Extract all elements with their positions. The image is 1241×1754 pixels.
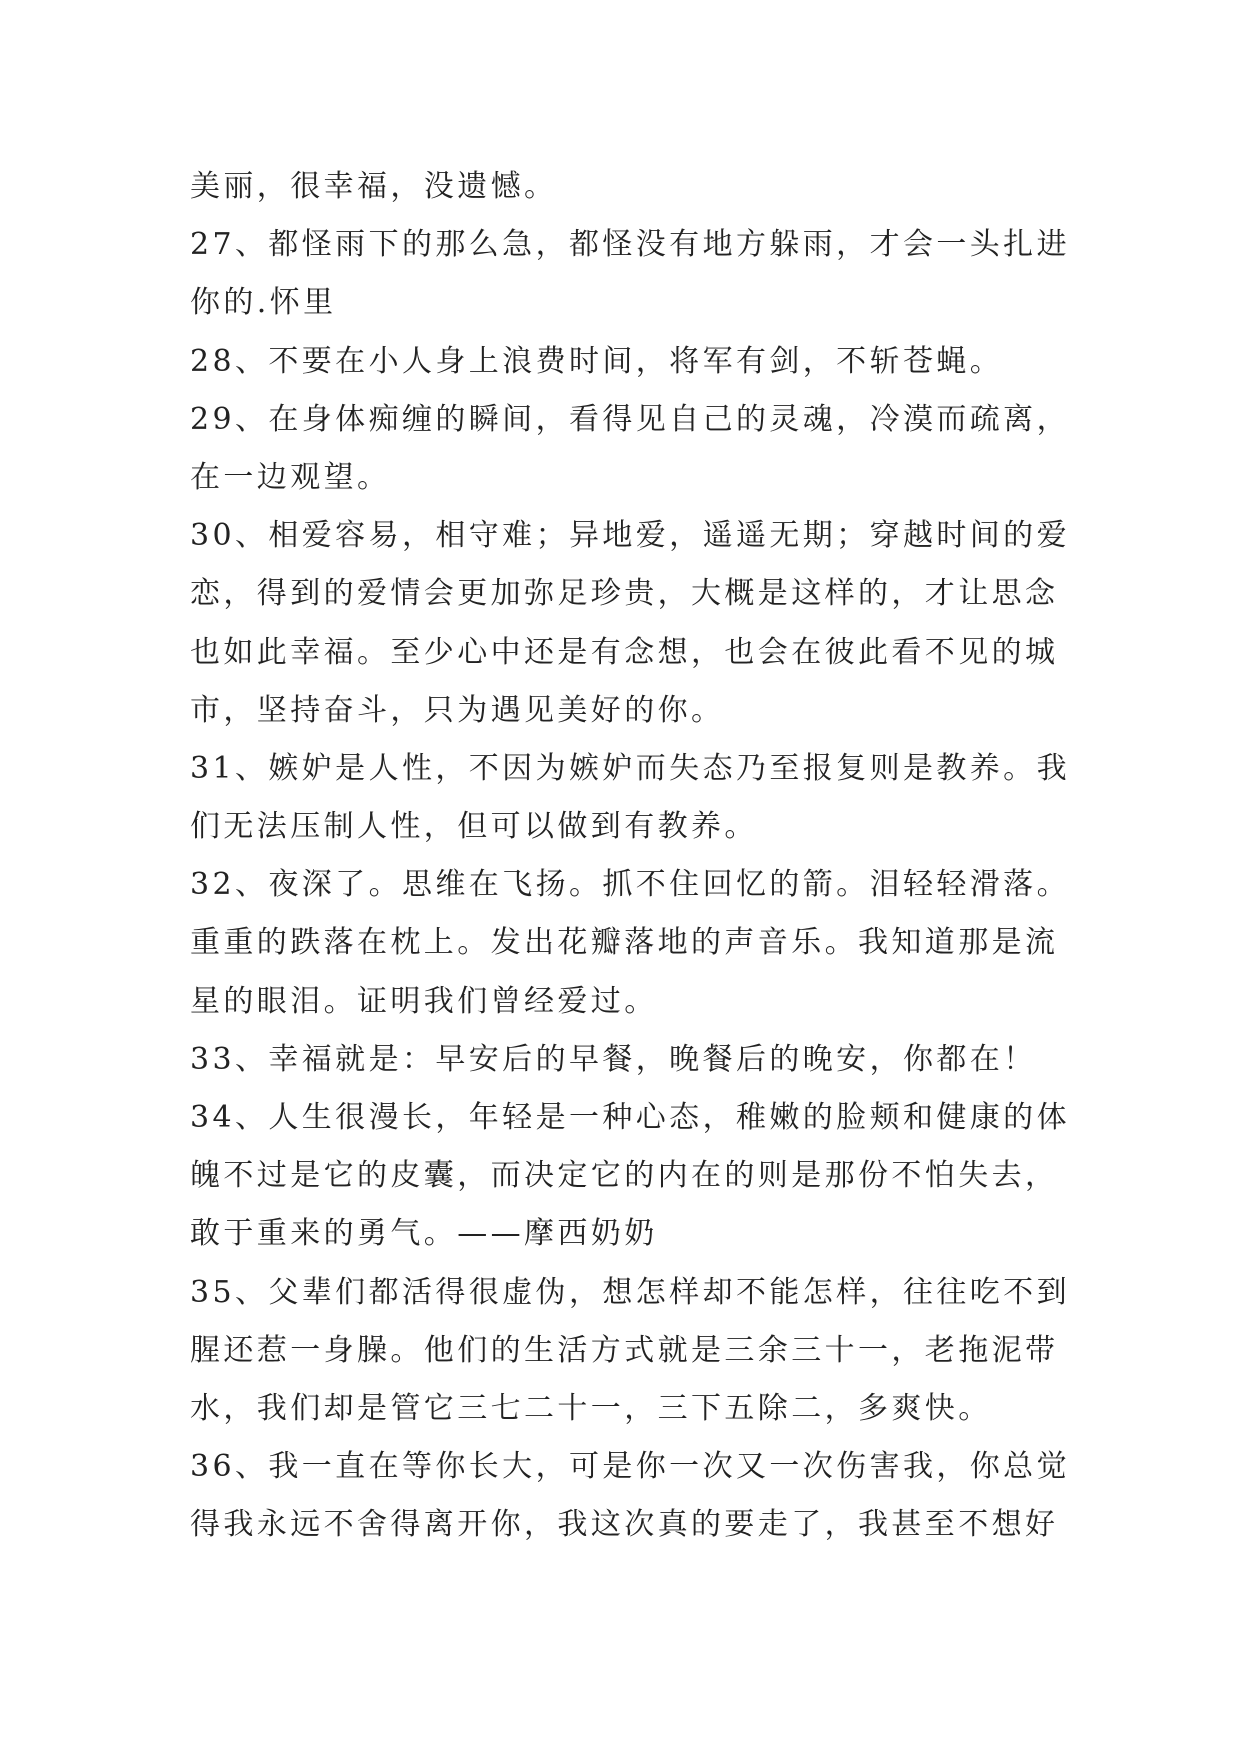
text-line: 们无法压制人性，但可以做到有教养。 [190, 809, 758, 845]
text-line: 敢于重来的勇气。——摩西奶奶 [190, 1216, 658, 1252]
text-line: 水，我们却是管它三七二十一，三下五除二，多爽快。 [190, 1390, 992, 1426]
text-line: 星的眼泪。证明我们曾经爱过。 [190, 983, 658, 1019]
text-line: 恋，得到的爱情会更加弥足珍贵，大概是这样的，才让思念 [190, 576, 1059, 612]
document-body [190, 158, 1070, 1555]
text-line: 你的.怀里 [190, 285, 337, 321]
text-line: 在一边观望。 [190, 459, 391, 495]
text-line: 得我永远不舍得离开你，我这次真的要走了，我甚至不想好 [190, 1507, 1059, 1543]
text-line: 魄不过是它的皮囊，而决定它的内在的则是那份不怕失去， [190, 1158, 1059, 1194]
text-line: 28、不要在小人身上浪费时间，将军有剑，不斩苍蝇。 [190, 343, 1004, 379]
text-line: 美丽，很幸福，没遗憾。 [190, 169, 558, 204]
text-line: 也如此幸福。至少心中还是有念想，也会在彼此看不见的城 [190, 634, 1059, 670]
text-line: 30、相爱容易，相守难；异地爱，遥遥无期；穿越时间的爱 [190, 518, 1070, 554]
text-line: 34、人生很漫长，年轻是一种心态，稚嫩的脸颊和健康的体 [190, 1100, 1070, 1135]
text-line: 腥还惹一身臊。他们的生活方式就是三余三十一，老拖泥带 [190, 1332, 1059, 1368]
text-line: 36、我一直在等你长大，可是你一次又一次伤害我，你总觉 [190, 1449, 1070, 1485]
text-line: 29、在身体痴缠的瞬间，看得见自己的灵魂，冷漠而疏离， [190, 401, 1070, 437]
text-line: 35、父辈们都活得很虚伪，想怎样却不能怎样，往往吃不到 [190, 1274, 1070, 1310]
text-line: 33、幸福就是：早安后的早餐，晚餐后的晚安，你都在！ [190, 1041, 1037, 1077]
text-line: 市，坚持奋斗，只为遇见美好的你。 [190, 692, 725, 728]
text-line: 27、都怪雨下的那么急，都怪没有地方躲雨，才会一头扎进 [190, 227, 1070, 263]
text-line: 重重的跌落在枕上。发出花瓣落地的声音乐。我知道那是流 [190, 925, 1059, 961]
text-line: 32、夜深了。思维在飞扬。抓不住回忆的箭。泪轻轻滑落。 [190, 867, 1070, 903]
text-line: 31、嫉妒是人性，不因为嫉妒而失态乃至报复则是教养。我 [190, 750, 1070, 786]
